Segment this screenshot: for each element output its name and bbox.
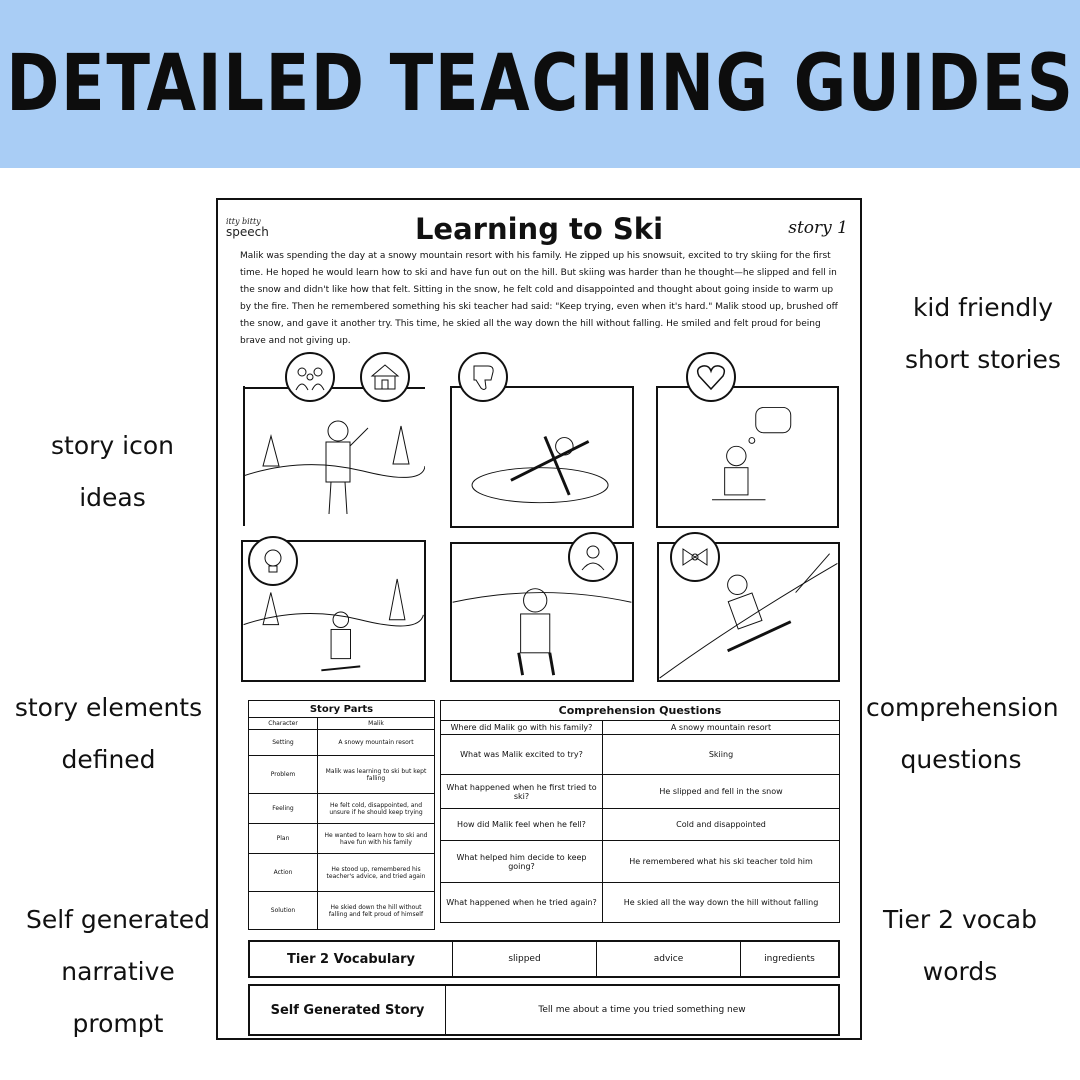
self-generated-story-row	[248, 984, 840, 1036]
story-parts-header: Story Parts	[249, 701, 435, 718]
family-icon	[285, 352, 335, 402]
table-row	[441, 809, 840, 841]
label-line: comprehension	[866, 693, 1059, 722]
question: What happened when he tried again?	[441, 883, 603, 923]
bow-icon	[670, 532, 720, 582]
label-line: prompt	[72, 1009, 164, 1038]
answer: He remembered what his ski teacher told him	[603, 841, 840, 883]
label-line: ideas	[79, 483, 146, 512]
row-value: Malik	[318, 718, 435, 730]
table-row	[441, 883, 840, 923]
label-line: Self generated	[25, 905, 211, 934]
row-value: He wanted to learn how to ski and have fun with his family	[318, 824, 435, 854]
label-line: Tier 2 vocab	[883, 905, 1037, 934]
row-value: He skied down the hill without falling and felt proud of himself	[318, 892, 435, 930]
story-panel-1	[243, 386, 425, 526]
story-panel-2	[450, 386, 634, 528]
row-value: Malik was learning to ski but kept falling	[318, 756, 435, 794]
vocab-word: slipped	[452, 942, 596, 976]
vocab-word: ingredients	[740, 942, 838, 976]
worksheet	[216, 198, 862, 1040]
row-value: He felt cold, disappointed, and unsure if he should keep trying	[318, 794, 435, 824]
table-row	[441, 775, 840, 809]
row-label: Character	[249, 718, 318, 730]
label-line: story icon	[51, 431, 174, 460]
label-line: story elements	[14, 693, 203, 722]
table-row	[249, 794, 435, 824]
lightbulb-idea-icon	[248, 536, 298, 586]
label-line: words	[922, 957, 998, 986]
teacher-icon	[568, 532, 618, 582]
table-row	[249, 718, 435, 730]
comprehension-header: Comprehension Questions	[441, 701, 840, 721]
header-banner	[0, 0, 1080, 168]
worksheet-title: Learning to Ski	[414, 212, 664, 246]
answer: Skiing	[603, 735, 840, 775]
label-line: defined	[61, 745, 156, 774]
row-value: He stood up, remembered his teacher's advice, and tried again	[318, 854, 435, 892]
row-label: Feeling	[249, 794, 318, 824]
vocabulary-label: Tier 2 Vocabulary	[286, 951, 416, 967]
table-row	[441, 721, 840, 735]
table-row	[249, 892, 435, 930]
label-line: short stories	[905, 345, 1061, 374]
question: What helped him decide to keep going?	[441, 841, 603, 883]
story-paragraph: Malik was spending the day at a snowy mountain resort with his family. He zipped up his snowsuit, excited to try skiing for the first time. He hoped he would learn how to ski and have fun out on the hill. But skiing was harder than he thought—he slipped and fell in the snow and didn't like how that felt. Sitting in the snow, he felt cold and disappointed and thought about going inside to warm up by the fire. Then he remembered something his ski teacher had said: "Keep trying, even when it's hard." Malik stood up, brushed off the snow, and gave it another try. This time, he skied all the way down the hill without falling. He smiled and felt proud for being brave and not giving up.	[240, 251, 838, 346]
banner-title: DETAILED TEACHING GUIDES	[5, 39, 1075, 129]
table-row	[441, 735, 840, 775]
tier2-vocabulary-row	[248, 940, 840, 978]
story-panel-3	[656, 386, 839, 528]
table-row	[249, 854, 435, 892]
row-label: Plan	[249, 824, 318, 854]
vocab-word: advice	[596, 942, 740, 976]
table-row	[249, 756, 435, 794]
skier-fall-illustration	[452, 388, 632, 526]
skier-start-illustration	[243, 386, 425, 526]
row-label: Solution	[249, 892, 318, 930]
label-tier2	[872, 894, 1048, 998]
answer: He skied all the way down the hill without falling	[603, 883, 840, 923]
story-parts-table	[248, 700, 435, 930]
label-line: narrative	[61, 957, 175, 986]
label-story-elements	[6, 682, 211, 786]
thumbs-down-icon	[458, 352, 508, 402]
sitting-thinking-illustration	[658, 388, 837, 526]
heart-icon	[686, 352, 736, 402]
question: Where did Malik go with his family?	[441, 721, 603, 735]
row-label: Setting	[249, 730, 318, 756]
comprehension-table	[440, 700, 840, 923]
self-story-label: Self Generated Story	[270, 1002, 425, 1018]
answer: Cold and disappointed	[603, 809, 840, 841]
label-kid-friendly	[898, 282, 1068, 386]
label-line: kid friendly	[912, 293, 1054, 322]
answer: A snowy mountain resort	[603, 721, 840, 735]
label-line: questions	[900, 745, 1022, 774]
answer: He slipped and fell in the snow	[603, 775, 840, 809]
table-row	[249, 824, 435, 854]
question: How did Malik feel when he fell?	[441, 809, 603, 841]
label-comprehension	[866, 682, 1059, 786]
table-row	[249, 730, 435, 756]
self-story-prompt: Tell me about a time you tried something new	[445, 986, 838, 1034]
row-label: Problem	[249, 756, 318, 794]
story-number: story 1	[788, 218, 848, 238]
logo-line: speech	[226, 225, 269, 239]
label-story-icon	[20, 420, 205, 524]
row-value: A snowy mountain resort	[318, 730, 435, 756]
question: What happened when he first tried to ski?	[441, 775, 603, 809]
row-label: Action	[249, 854, 318, 892]
cabin-icon	[360, 352, 410, 402]
table-row	[441, 841, 840, 883]
logo-line: itty bitty	[226, 217, 261, 226]
label-self-generated	[20, 894, 216, 1050]
question: What was Malik excited to try?	[441, 735, 603, 775]
